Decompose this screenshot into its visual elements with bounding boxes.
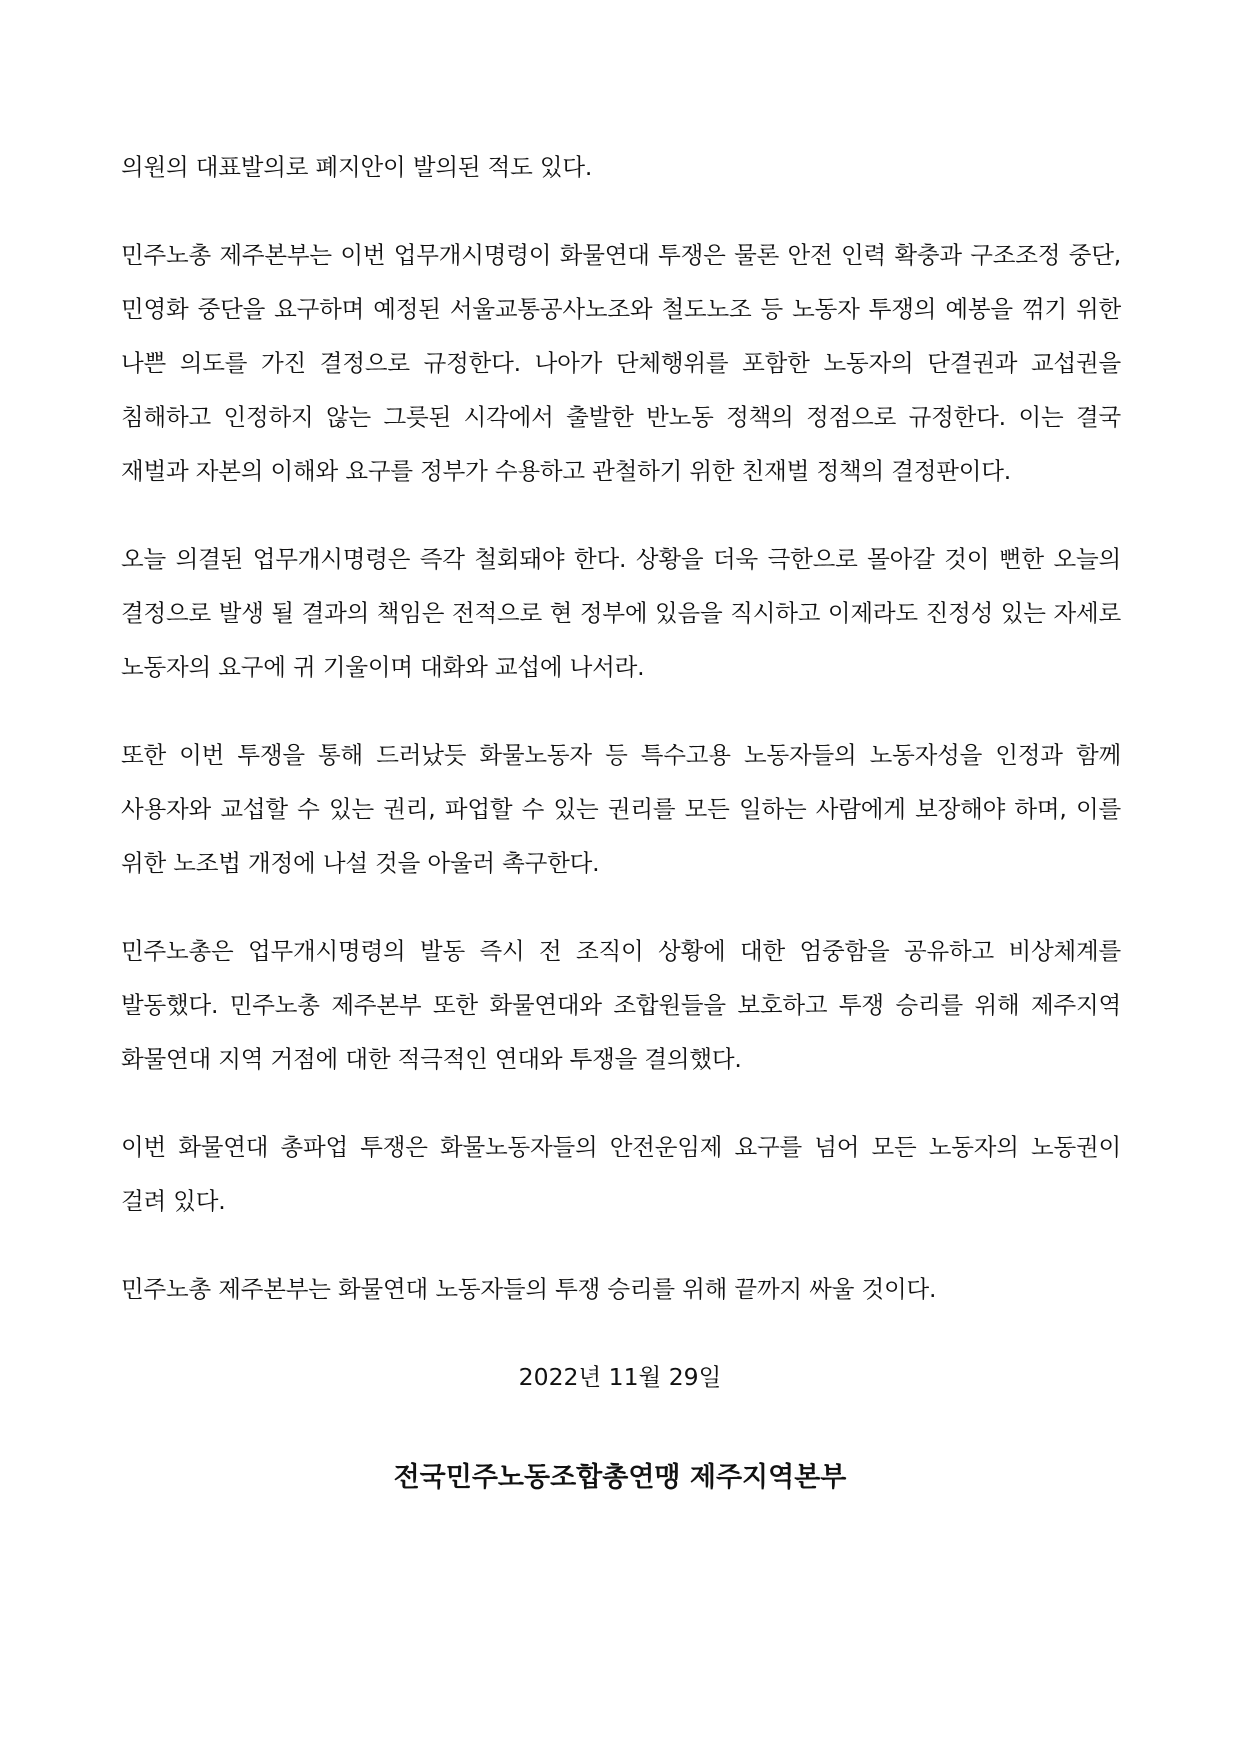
paragraph-4: 또한 이번 투쟁을 통해 드러났듯 화물노동자 등 특수고용 노동자들의 노동자성을 인정과 함께 사용자와 교섭할 수 있는 권리, 파업할 수 있는 권리를 모든 일하는 사람에게 보장해야 하며, 이를 위한 노조법 개정에 나설 것을 아울러 촉구한다. xyxy=(121,741,1121,877)
paragraph-2: 민주노총 제주본부는 이번 업무개시명령이 화물연대 투쟁은 물론 안전 인력 확충과 구조조정 중단, 민영화 중단을 요구하며 예정된 서울교통공사노조와 철도노조 등 노동자 투쟁의 예봉을 꺾기 위한 나쁜 의도를 가진 결정으로 규정한다. 나아가 단체행위를 포함한 노동자의 단결권과 교섭권을 침해하고 인정하지 않는 그릇된 시각에서 출발한 반노동 정책의 정점으로 규정한다. 이는 결국 재벌과 자본의 이해와 요구를 정부가 수용하고 관철하기 위한 친재벌 정책의 결정판이다. xyxy=(121,241,1121,485)
paragraph-1: 의원의 대표발의로 폐지안이 발의된 적도 있다. xyxy=(121,153,593,181)
statement-date: 2022년 11월 29일 xyxy=(518,1363,722,1391)
issuing-organization: 전국민주노동조합총연맹 제주지역본부 xyxy=(393,1462,847,1493)
paragraph-7: 민주노총 제주본부는 화물연대 노동자들의 투쟁 승리를 위해 끝까지 싸울 것이다. xyxy=(121,1275,937,1303)
paragraph-3: 오늘 의결된 업무개시명령은 즉각 철회돼야 한다. 상황을 더욱 극한으로 몰아갈 것이 뻔한 오늘의 결정으로 발생 될 결과의 책임은 전적으로 현 정부에 있음을 직시하고 이제라도 진정성 있는 자세로 노동자의 요구에 귀 기울이며 대화와 교섭에 나서라. xyxy=(121,545,1121,681)
statement-body xyxy=(121,140,1121,1350)
paragraph-5: 민주노총은 업무개시명령의 발동 즉시 전 조직이 상황에 대한 엄중함을 공유하고 비상체계를 발동했다. 민주노총 제주본부 또한 화물연대와 조합원들을 보호하고 투쟁 승리를 위해 제주지역 화물연대 지역 거점에 대한 적극적인 연대와 투쟁을 결의했다. xyxy=(121,937,1121,1073)
paragraph-6: 이번 화물연대 총파업 투쟁은 화물노동자들의 안전운임제 요구를 넘어 모든 노동자의 노동권이 걸려 있다. xyxy=(121,1133,1121,1215)
